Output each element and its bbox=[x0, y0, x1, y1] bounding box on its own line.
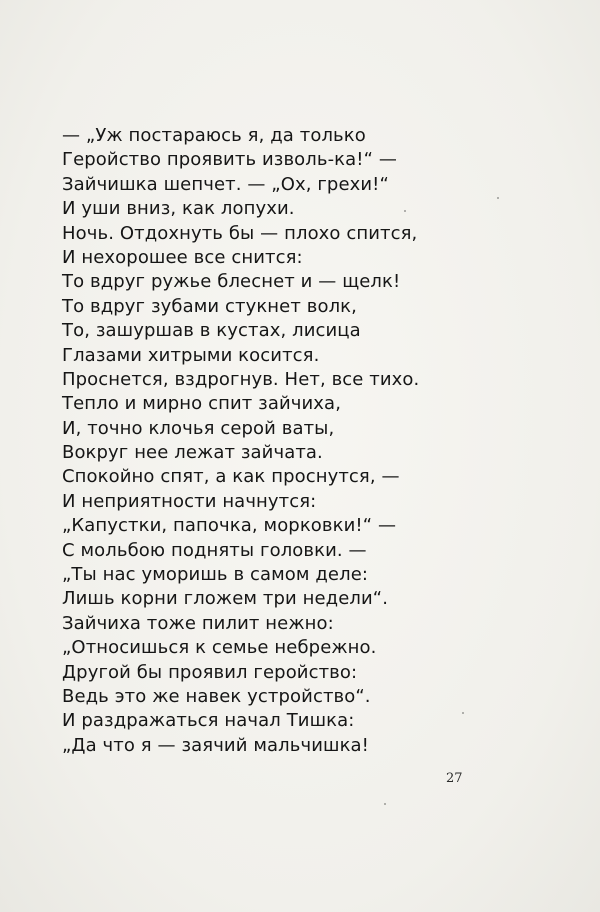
poem-line: То вдруг зубами стукнет волк, bbox=[62, 295, 357, 317]
poem-line: И неприятности начнутся: bbox=[62, 490, 317, 512]
poem-line: Глазами хитрыми косится. bbox=[62, 344, 320, 366]
poem-line: Ночь. Отдохнуть бы — плохо спится, bbox=[62, 222, 418, 244]
poem-text bbox=[62, 124, 442, 758]
poem-line: Спокойно спят, а как проснутся, — bbox=[62, 466, 400, 488]
page-number: 27 bbox=[446, 771, 463, 786]
poem-line: То, зашуршав в кустах, лисица bbox=[62, 320, 361, 342]
paper-speck bbox=[404, 210, 406, 212]
poem-line: И раздражаться начал Тишка: bbox=[62, 710, 355, 732]
poem-line: С мольбою подняты головки. — bbox=[62, 539, 367, 561]
poem-line: „Ты нас уморишь в самом деле: bbox=[62, 564, 369, 586]
poem-line: „Капустки, папочка, морковки!“ — bbox=[62, 515, 397, 537]
poem-line: И, точно клочья серой ваты, bbox=[62, 417, 335, 439]
paper-speck bbox=[384, 803, 386, 805]
poem-line: „Относишься к семье небрежно. bbox=[62, 637, 377, 659]
poem-line: И нехорошее все снится: bbox=[62, 246, 303, 268]
poem-line: Тепло и мирно спит зайчиха, bbox=[62, 393, 342, 415]
poem-line: — „Уж постараюсь я, да только bbox=[62, 125, 366, 146]
poem-line: Зайчишка шепчет. — „Ох, грехи!“ bbox=[62, 173, 389, 195]
poem-line: И уши вниз, как лопухи. bbox=[62, 198, 295, 220]
poem-line: Геройство проявить изволь-ка!“ — bbox=[62, 149, 397, 171]
poem-line: Проснется, вздрогнув. Нет, все тихо. bbox=[62, 368, 420, 390]
poem-line: Вокруг нее лежат зайчата. bbox=[62, 442, 323, 464]
poem-line: Другой бы проявил геройство: bbox=[62, 661, 358, 683]
poem-line: Лишь корни гложем три недели“. bbox=[62, 588, 389, 610]
poem-line: Ведь это же навек устройство“. bbox=[62, 685, 371, 707]
poem-line: То вдруг ружье блеснет и — щелк! bbox=[62, 271, 401, 293]
poem-line: Зайчиха тоже пилит нежно: bbox=[62, 612, 334, 634]
paper-speck bbox=[497, 197, 499, 199]
paper-speck bbox=[462, 712, 464, 714]
poem-line: „Да что я — заячий мальчишка! bbox=[62, 734, 369, 756]
